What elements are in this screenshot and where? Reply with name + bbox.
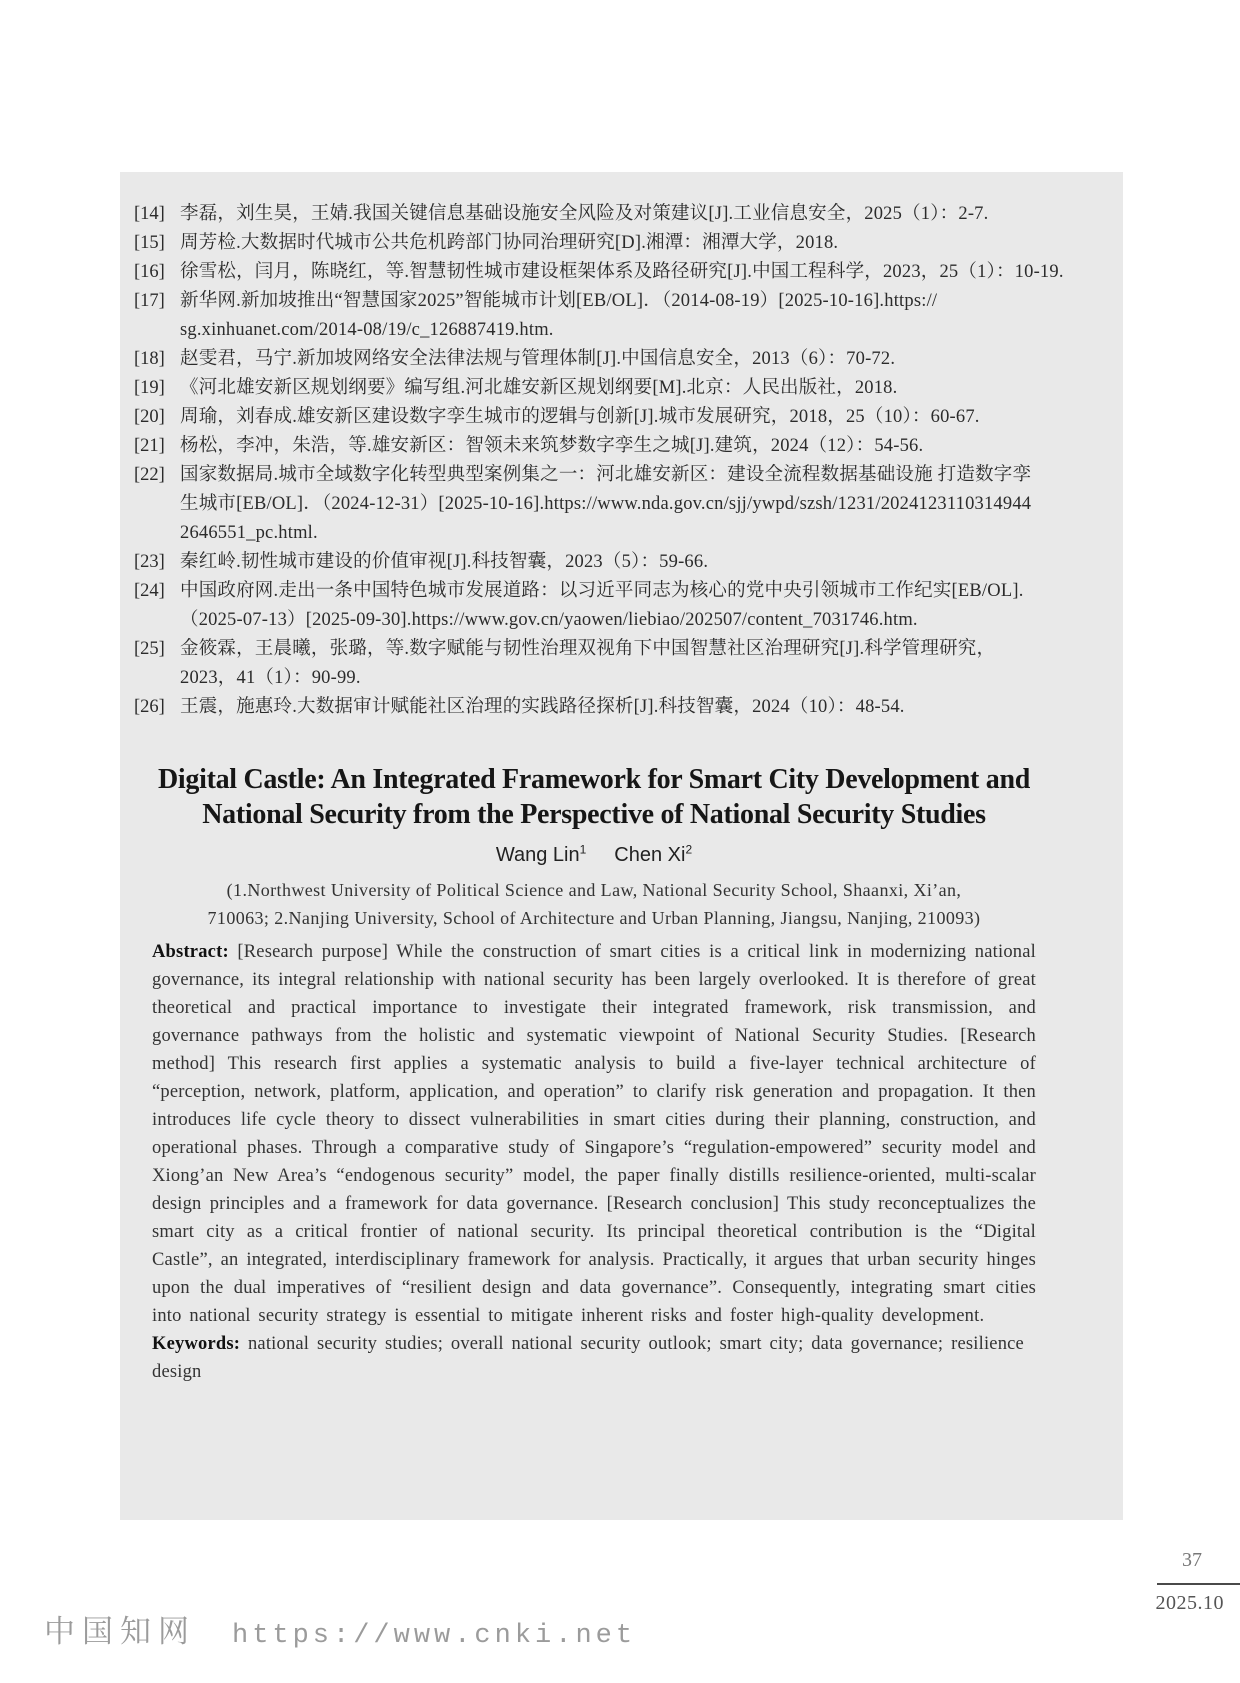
author-1: Wang Lin$^1$ <box>495 842 587 866</box>
abstract-paragraph <box>152 938 1036 1330</box>
reference-label: [19] <box>134 378 165 398</box>
reference-text: 新华网.新加坡推出“智慧国家2025”智能城市计划[EB/OL]．（2014-08-19）[2025-10-16].https:// <box>180 291 938 311</box>
reference-text: 周芳检.大数据时代城市公共危机跨部门协同治理研究[D].湘潭：湘潭大学，2018. <box>180 233 839 253</box>
footer-divider <box>1157 1583 1240 1585</box>
cnki-logo-text: 中国知网 <box>44 1614 196 1649</box>
reference-label: [14] <box>134 204 165 224</box>
content-panel <box>120 172 1123 1520</box>
reference-label: [26] <box>134 697 165 717</box>
reference-text: 《河北雄安新区规划纲要》编写组.河北雄安新区规划纲要[M].北京：人民出版社，2018. <box>180 378 898 398</box>
author-1-affiliation-marker: 1 <box>579 842 587 856</box>
reference-label: [25] <box>134 639 165 659</box>
reference-label: [15] <box>134 233 165 253</box>
keywords-paragraph <box>152 1330 1036 1386</box>
author-2: Chen Xi$^2$ <box>614 842 693 866</box>
reference-text: 杨松，李冲，朱浩，等.雄安新区：智领未来筑梦数字孪生之城[J].建筑，2024（12）：54-56. <box>180 436 924 456</box>
cnki-url-text: https://www.cnki.net <box>232 1621 637 1651</box>
reference-text: 生城市[EB/OL]．（2024-12-31）[2025-10-16].https://www.nda.gov.cn/sjj/ywpd/szsh/1231/2024123110314944 <box>180 494 1032 514</box>
abstract-label: Abstract: <box>152 941 229 962</box>
page-number: 37 <box>1182 1549 1202 1571</box>
reference-item <box>134 432 1104 461</box>
reference-label: [24] <box>134 581 165 601</box>
reference-text: 赵雯君，马宁.新加坡网络安全法律法规与管理体制[J].中国信息安全，2013（6）：70-72. <box>180 349 896 369</box>
keywords-label: Keywords: <box>152 1333 241 1354</box>
reference-label: [17] <box>134 291 165 311</box>
reference-text: 秦红岭.韧性城市建设的价值审视[J].科技智囊，2023（5）：59-66. <box>180 552 709 572</box>
reference-label: [22] <box>134 465 165 485</box>
reference-text: sg.xinhuanet.com/2014-08/19/c_126887419.htm. <box>180 320 554 340</box>
article-title-line-2: National Security from the Perspective of National Security Studies <box>202 799 986 830</box>
reference-item <box>134 635 1104 693</box>
reference-text: 周瑜，刘春成.雄安新区建设数字孪生城市的逻辑与创新[J].城市发展研究，2018，25（10）：60-67. <box>180 407 980 427</box>
affiliation-block <box>152 876 1036 932</box>
keywords-text: national security studies; overall national security outlook; smart city; data governance; resilience design <box>152 1333 1024 1382</box>
article-title-line-1: Digital Castle: An Integrated Framework for Smart City Development and <box>157 764 1031 795</box>
authors-line <box>152 836 1036 868</box>
reference-text: 王震，施惠玲.大数据审计赋能社区治理的实践路径探析[J].科技智囊，2024（10）：48-54. <box>180 697 905 717</box>
reference-item <box>134 287 1104 345</box>
reference-text: 2023，41（1）：90-99. <box>180 668 361 688</box>
reference-item <box>134 403 1104 432</box>
affiliation-line-2: 710063; 2.Nanjing University, School of Architecture and Urban Planning, Jiangsu, Nanjing, 210093) <box>207 907 981 928</box>
article-block <box>152 762 1036 1386</box>
affiliation-line-1: (1.Northwest University of Political Science and Law, National Security School, Shaanxi, Xi’an, <box>226 879 962 900</box>
reference-item <box>134 200 1104 229</box>
issue-number: 2025.10 <box>1155 1592 1224 1614</box>
reference-label: [20] <box>134 407 165 427</box>
author-2-affiliation-marker: 2 <box>685 842 693 856</box>
reference-item <box>134 577 1104 635</box>
reference-item <box>134 345 1104 374</box>
reference-text: 徐雪松，闫月，陈晓红，等.智慧韧性城市建设框架体系及路径研究[J].中国工程科学，2023，25（1）：10-19. <box>180 262 1064 282</box>
reference-text: 2646551_pc.html. <box>180 523 318 543</box>
cnki-watermark <box>44 1606 636 1651</box>
reference-label: [23] <box>134 552 165 572</box>
reference-item <box>134 258 1104 287</box>
abstract-text: [Research purpose] While the construction of smart cities is a critical link in modernizing national governance, its integral relationship with national security has been largely overlooked. It is therefore of great theoretical and practical importance to investigate their integrated framework, risk transmission, and governance pathways from the holistic and systematic viewpoint of National Security Studies. [Research method] This research first applies a systematic analysis to build a five-layer technical architecture of “perception, network, platform, application, and operation” to clarify risk generation and propagation. It then introduces life cycle theory to dissect vulnerabilities in smart cities during their planning, construction, and operational phases. Through a comparative study of Singapore’s “regulation-empowered” security model and Xiong’an New Area’s “endogenous security” model, the paper finally distills resilience-oriented, multi-scalar design principles and a framework for data governance. [Research conclusion] This study reconceptualizes the smart city as a critical frontier of national security. Its principal theoretical contribution is the “Digital Castle”, an integrated, interdisciplinary framework for analysis. Practically, it argues that urban security hinges upon the dual imperatives of “resilient design and data governance”. Consequently, integrating smart cities into national security strategy is essential to mitigate inherent risks and foster high-quality development. <box>152 941 1036 1326</box>
reference-item <box>134 374 1104 403</box>
reference-text: （2025-07-13）[2025-09-30].https://www.gov.cn/yaowen/liebiao/202507/content_7031746.htm. <box>180 610 918 630</box>
reference-text: 李磊，刘生昊，王婧.我国关键信息基础设施安全风险及对策建议[J].工业信息安全，2025（1）：2-7. <box>180 204 989 224</box>
reference-item <box>134 693 1104 722</box>
references-list <box>134 200 1104 722</box>
reference-item <box>134 548 1104 577</box>
reference-text: 中国政府网.走出一条中国特色城市发展道路：以习近平同志为核心的党中央引领城市工作纪实[EB/OL]. <box>180 581 1024 601</box>
reference-text: 金筱霖，王晨曦，张璐，等.数字赋能与韧性治理双视角下中国智慧社区治理研究[J].科学管理研究， <box>180 639 996 659</box>
reference-label: [16] <box>134 262 165 282</box>
reference-label: [18] <box>134 349 165 369</box>
reference-item <box>134 461 1104 548</box>
reference-item <box>134 229 1104 258</box>
reference-text: 国家数据局.城市全域数字化转型典型案例集之一：河北雄安新区：建设全流程数据基础设施 打造数字孪 <box>180 465 1032 485</box>
reference-label: [21] <box>134 436 165 456</box>
